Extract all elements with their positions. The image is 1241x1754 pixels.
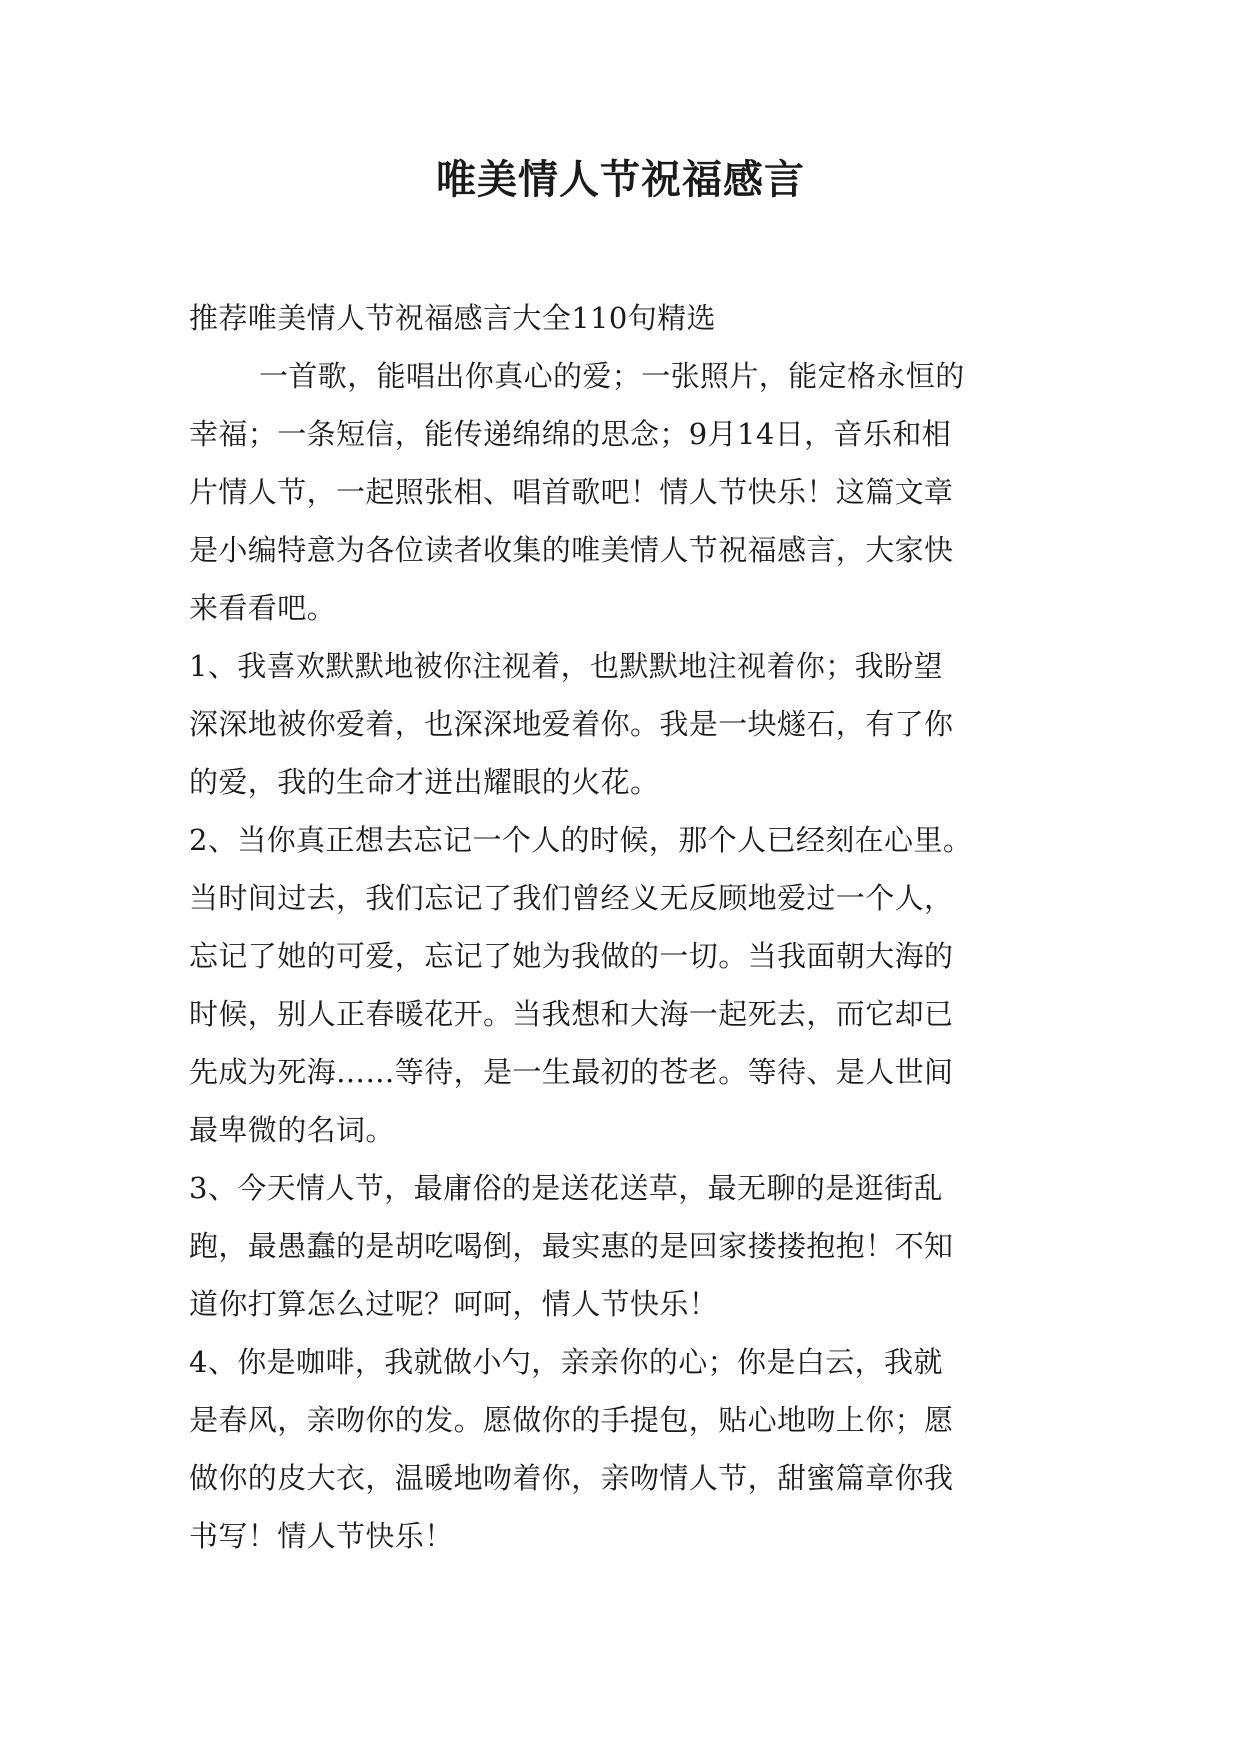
text-line: 是春风，亲吻你的发。愿做你的手提包，贴心地吻上你；愿 [189, 1403, 954, 1437]
text-line: 跑，最愚蠢的是胡吃喝倒，最实惠的是回家搂搂抱抱！不知 [189, 1229, 954, 1263]
text-line: 当时间过去，我们忘记了我们曾经义无反顾地爱过一个人， [189, 881, 954, 915]
text-line: 片情人节，一起照张相、唱首歌吧！情人节快乐！这篇文章 [189, 475, 954, 509]
document-body [189, 289, 1079, 1565]
text-line: 3、今天情人节，最庸俗的是送花送草，最无聊的是逛街乱 [189, 1171, 943, 1205]
intro-paragraph [189, 347, 1079, 637]
text-line: 一首歌，能唱出你真心的爱；一张照片，能定格永恒的 [259, 359, 965, 393]
document-subtitle: 推荐唯美情人节祝福感言大全110句精选 [189, 301, 716, 335]
document-title: 唯美情人节祝福感言 [436, 157, 805, 203]
text-line: 幸福；一条短信，能传递绵绵的思念；9月14日，音乐和相 [189, 417, 952, 451]
quote-item-4 [189, 1333, 1079, 1565]
text-line: 深深地被你爱着，也深深地爱着你。我是一块燧石，有了你 [189, 707, 954, 741]
text-line: 1、我喜欢默默地被你注视着，也默默地注视着你；我盼望 [189, 649, 943, 683]
text-line: 忘记了她的可爱，忘记了她为我做的一切。当我面朝大海的 [189, 939, 954, 973]
text-line: 最卑微的名词。 [189, 1113, 395, 1147]
text-line: 是小编特意为各位读者收集的唯美情人节祝福感言，大家快 [189, 533, 954, 567]
text-line: 道你打算怎么过呢？呵呵，情人节快乐！ [189, 1287, 719, 1321]
text-line: 4、你是咖啡，我就做小勺，亲亲你的心；你是白云，我就 [189, 1345, 943, 1379]
text-line: 书写！情人节快乐！ [189, 1519, 454, 1553]
text-line: 来看看吧。 [189, 591, 337, 625]
text-line: 做你的皮大衣，温暖地吻着你，亲吻情人节，甜蜜篇章你我 [189, 1461, 954, 1495]
text-line: 2、当你真正想去忘记一个人的时候，那个人已经刻在心里。 [189, 823, 973, 857]
quote-item-2 [189, 811, 1079, 1159]
quote-item-1 [189, 637, 1079, 811]
text-line: 先成为死海……等待，是一生最初的苍老。等待、是人世间 [189, 1055, 954, 1089]
text-line: 的爱，我的生命才迸出耀眼的火花。 [189, 765, 660, 799]
text-line: 时候，别人正春暖花开。当我想和大海一起死去，而它却已 [189, 997, 954, 1031]
quote-item-3 [189, 1159, 1079, 1333]
